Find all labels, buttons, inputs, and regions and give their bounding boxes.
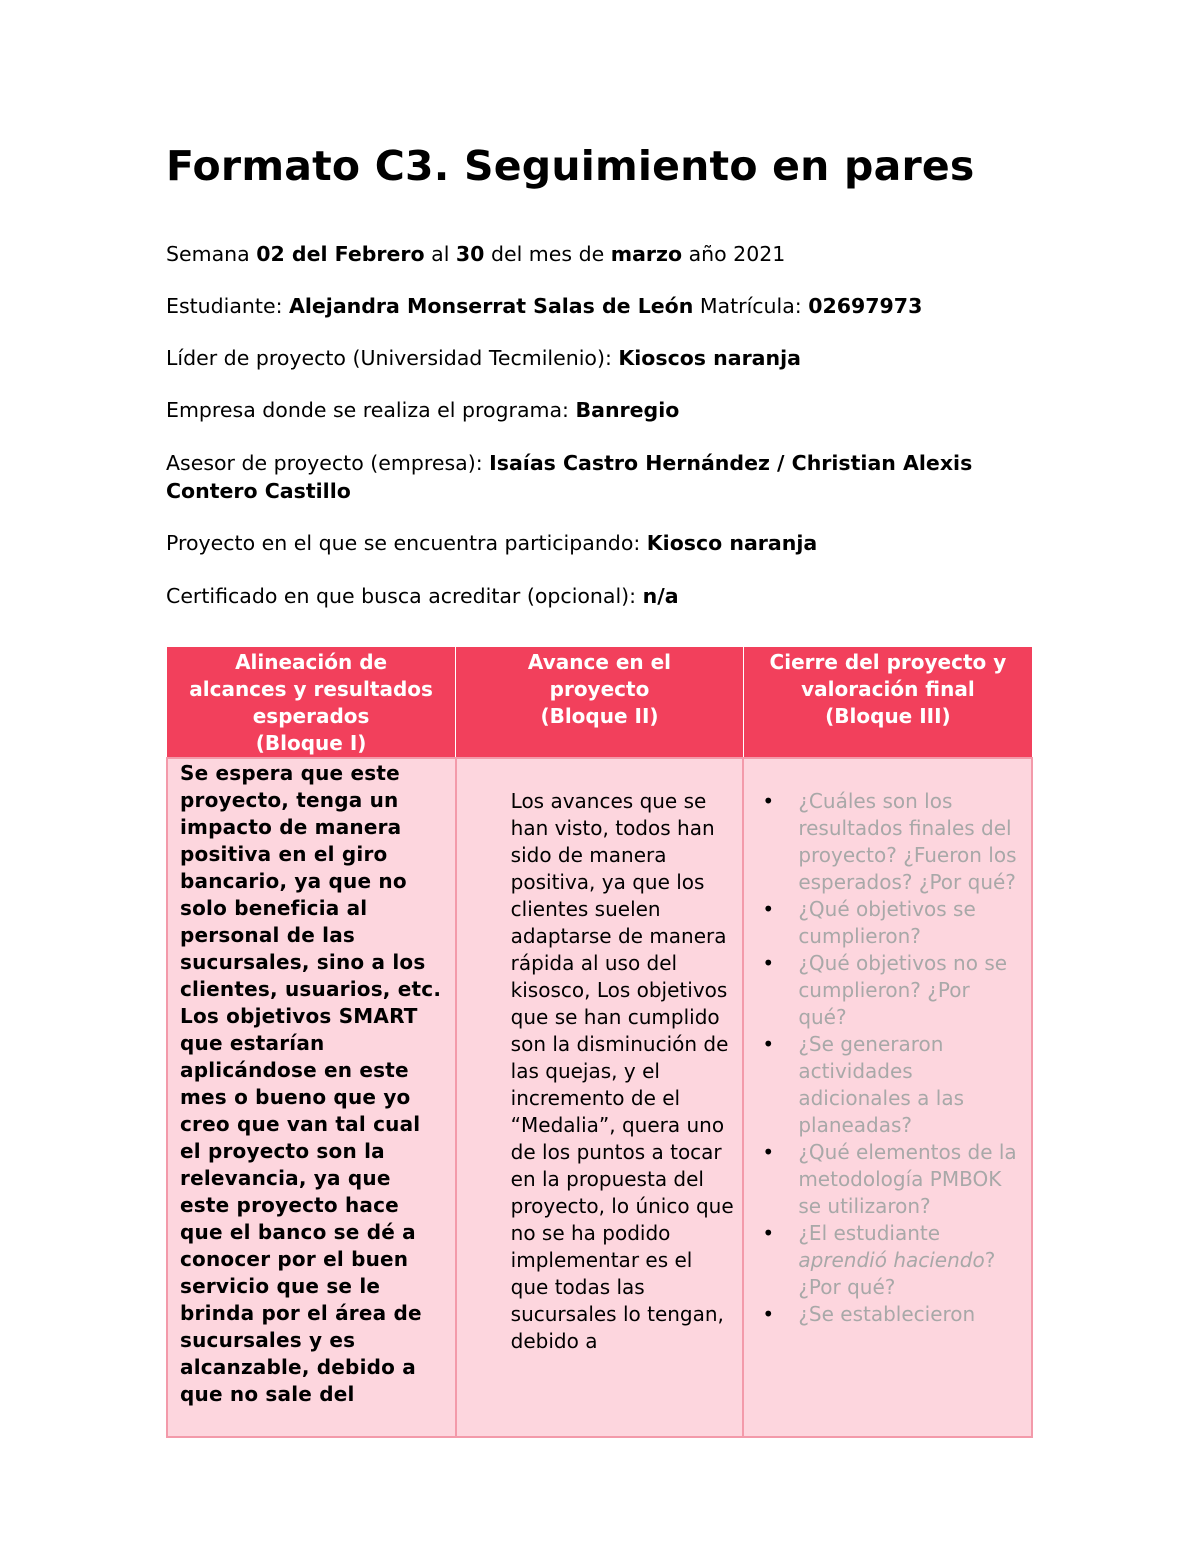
cell-closure — [743, 758, 1032, 1437]
student-line: Estudiante: Alejandra Monserrat Salas de León Matrícula: 02697973 — [166, 294, 923, 318]
project-value: Kiosco naranja — [646, 531, 818, 555]
header-block-1: Alineación de alcances y resultados esperados (Bloque I) — [167, 647, 456, 758]
company-line: Empresa donde se realiza el programa: Banregio — [166, 398, 680, 422]
week-end: 30 — [455, 242, 485, 266]
company-value: Banregio — [575, 398, 680, 422]
table-header-row — [167, 647, 1032, 758]
week-line: Semana 02 del Febrero al 30 del mes de marzo año 2021 — [166, 242, 786, 266]
certificate-line: Certificado en que busca acreditar (opcional): n/a — [166, 584, 679, 608]
week-month: marzo — [610, 242, 683, 266]
cell-alignment: Se espera que este proyecto, tenga un impacto de manera positiva en el giro bancario, ya que no solo beneficia al personal de las sucursales, sino a los clientes, usuarios, etc. Los objetivos SMART que estarían aplicándose en este mes o bueno que yo creo que van tal cual el proyecto son la relevancia, ya que este proyecto hace que el banco se dé a conocer por el buen servicio que se le brinda por el área de sucursales y es alcanzable, debido a que no sale del — [167, 758, 456, 1437]
week-start: 02 del Febrero — [256, 242, 425, 266]
bullet-icon: • — [762, 1032, 775, 1056]
list-item: • ¿Qué objetivos se cumplieron? — [762, 897, 976, 948]
list-item: • ¿Qué elementos de la metodología PMBOK se utilizaron? — [762, 1140, 1017, 1218]
leader-line: Líder de proyecto (Universidad Tecmilenio): Kioscos naranja — [166, 346, 801, 370]
header-block-2: Avance en el proyecto (Bloque II) — [456, 647, 744, 758]
list-item: • ¿Qué objetivos no se cumplieron? ¿Por qué? — [762, 951, 1008, 1029]
bullet-icon: • — [762, 1302, 775, 1326]
bullet-icon: • — [762, 1221, 775, 1245]
list-item: • ¿Cuáles son los resultados finales del proyecto? ¿Fueron los esperados? ¿Por qué? — [762, 789, 1017, 894]
advisor-value: Isaías Castro Hernández / Christian Alexis Contero Castillo — [166, 451, 973, 503]
table-row — [167, 758, 1032, 1437]
leader-value: Kioscos naranja — [618, 346, 801, 370]
student-id: 02697973 — [808, 294, 923, 318]
bullet-icon: • — [762, 789, 775, 813]
bullet-icon: • — [762, 1140, 775, 1164]
advisor-line: Asesor de proyecto (empresa): Isaías Castro Hernández / Christian Alexis Contero Castillo — [166, 451, 973, 503]
student-name: Alejandra Monserrat Salas de León — [289, 294, 694, 318]
list-item: • ¿Se establecieron — [762, 1302, 976, 1326]
cell-progress: Los avances que se han visto, todos han sido de manera positiva, ya que los clientes suelen adaptarse de manera rápida al uso del kisosco, Los objetivos que se han cumplido son la disminución de las quejas, y el incremento de el “Medalia”, quera uno de los puntos a tocar en la propuesta del proyecto, lo único que no se ha podido implementar es el que todas las sucursales lo tengan, debido a — [456, 758, 744, 1437]
page-title: Formato C3. Seguimiento en pares — [166, 142, 975, 190]
bullet-icon: • — [762, 951, 775, 975]
list-item: • ¿Se generaron actividades adicionales a las planeadas? — [762, 1032, 965, 1137]
project-line: Proyecto en el que se encuentra participando: Kiosco naranja — [166, 531, 818, 555]
list-item: • ¿El estudiante aprendió haciendo? ¿Por qué? — [762, 1221, 996, 1299]
certificate-value: n/a — [642, 584, 679, 608]
closure-questions — [762, 788, 1023, 1328]
bullet-icon: • — [762, 897, 775, 921]
header-block-3: Cierre del proyecto y valoración final (Bloque III) — [743, 647, 1032, 758]
evaluation-table — [166, 647, 1033, 1438]
